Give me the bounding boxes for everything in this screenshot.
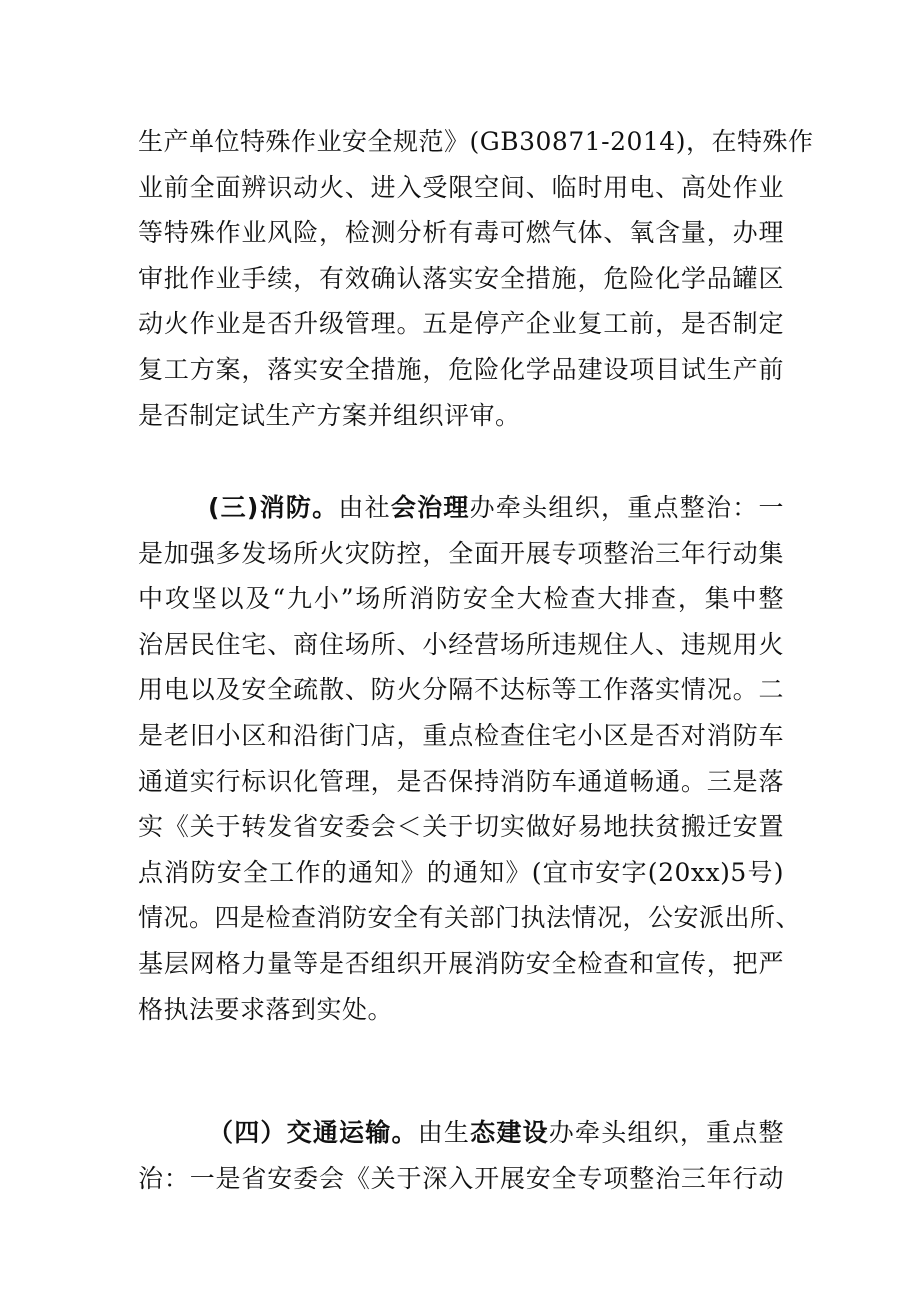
text-line: 是加强多发场所火灾防控，全面开展专项整治三年行动集 (138, 538, 784, 568)
text-line: 用电以及安全疏散、防火分隔不达标等工作落实情况。二 (138, 675, 784, 705)
text-line: 点消防安全工作的通知》的通知》(宜市安字(20xx)5号) (138, 857, 784, 887)
text-line: 格执法要求落到实处。 (138, 994, 394, 1024)
text-line (138, 1110, 784, 1156)
text-line (138, 485, 784, 531)
text-line: 基层网格力量等是否组织开展消防安全检查和宣传，把严 (138, 948, 784, 978)
paragraph-fire-safety (138, 485, 802, 1032)
text-line: 治：一是省安委会《关于深入开展安全专项整治三年行动 (138, 1163, 784, 1193)
text-run: 办牵头组织，重点整 (548, 1118, 784, 1147)
text-run: 由社 (338, 493, 391, 522)
paragraph-chemical-safety (138, 119, 814, 438)
text-line: 复工方案，落实安全措施，危险化学品建设项目试生产前 (138, 354, 784, 384)
text-line: 中攻坚以及“九小”场所消防安全大检查大排查，集中整 (138, 584, 784, 614)
section-heading-transport: （四）交通运输。 (208, 1118, 418, 1147)
text-line: 情况。四是检查消防安全有关部门执法情况，公安派出所、 (138, 903, 802, 933)
text-line: 等特殊作业风险，检测分析有毒可燃气体、氧含量，办理 (138, 218, 784, 248)
text-line: 是老旧小区和沿街门店，重点检查住宅小区是否对消防车 (138, 720, 784, 750)
text-line: 审批作业手续，有效确认落实安全措施，危险化学品罐区 (138, 263, 784, 293)
text-line: 动火作业是否升级管理。五是停产企业复工前，是否制定 (138, 309, 784, 339)
text-run-bold: 态建设 (470, 1118, 549, 1147)
paragraph-transport (138, 1110, 784, 1201)
text-line: 实《关于转发省安委会＜关于切实做好易地扶贫搬迁安置 (138, 812, 784, 842)
section-heading-fire: (三)消防。 (208, 493, 339, 522)
text-line: 业前全面辨识动火、进入受限空间、临时用电、高处作业 (138, 172, 784, 202)
text-line: 治居民住宅、商住场所、小经营场所违规住人、违规用火 (138, 629, 784, 659)
text-line: 是否制定试生产方案并组织评审。 (138, 400, 521, 430)
text-line: 通道实行标识化管理，是否保持消防车通道畅通。三是落 (138, 766, 784, 796)
text-run: 由生 (417, 1118, 471, 1147)
text-run-bold: 会治理 (390, 493, 470, 522)
text-line: 生产单位特殊作业安全规范》(GB30871-2014)，在特殊作 (138, 127, 814, 156)
text-run: 办牵头组织，重点整治：一 (469, 493, 784, 522)
